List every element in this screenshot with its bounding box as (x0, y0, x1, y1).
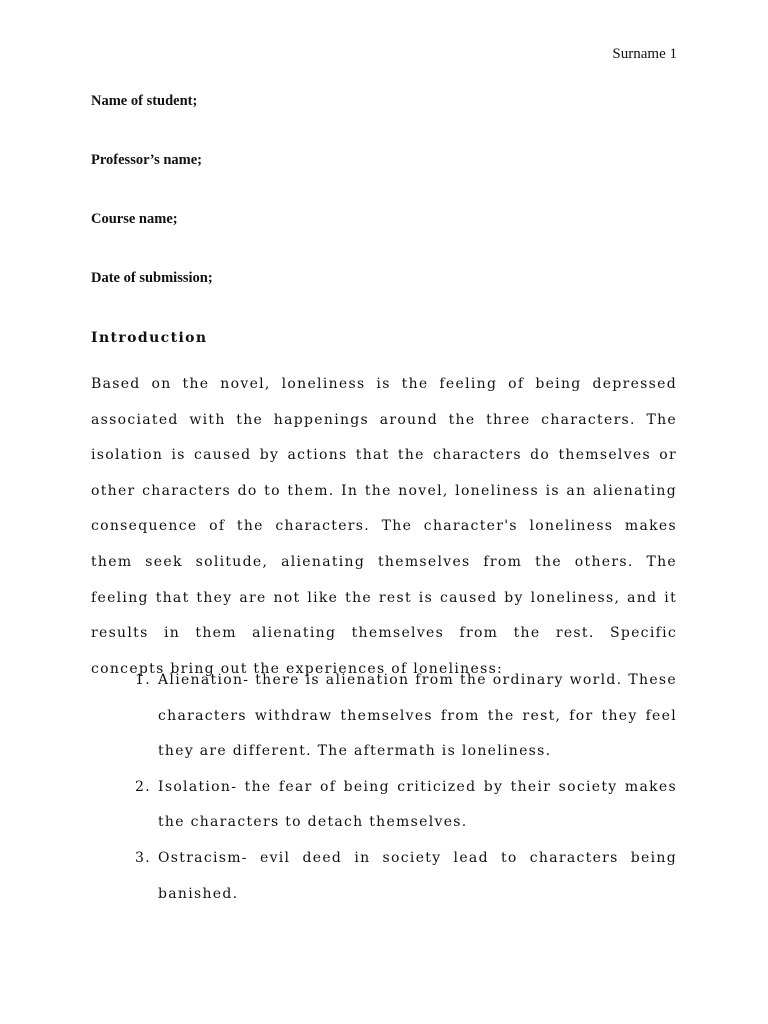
page-header-surname: Surname 1 (612, 46, 677, 62)
section-heading: Introduction (91, 330, 208, 346)
professor-name-line: Professor’s name; (91, 152, 202, 168)
student-name-line: Name of student; (91, 93, 198, 109)
intro-paragraph: Based on the novel, loneliness is the feeling of being depressed associated with the happenings around the three characters. The isolation is caused by actions that the characters do themselves or other characters do to them. In the novel, loneliness is an alienating consequence of the characters. The character's loneliness makes them seek solitude, alienating themselves from the others. The feeling that they are not like the rest is caused by loneliness, and it results in them alienating themselves from the rest. Specific concepts bring out the experiences of loneliness: (91, 376, 677, 677)
list-item-text: Alienation- there is alienation from the ordinary world. These characters withdraw themselves from the rest, for they feel they are different. The aftermath is loneliness. (158, 672, 677, 760)
course-name-line: Course name; (91, 211, 178, 227)
concepts-list (91, 663, 677, 912)
list-item (91, 770, 677, 841)
list-item (91, 841, 677, 912)
list-item-text: Ostracism- evil deed in society lead to characters being banished. (158, 849, 677, 902)
list-item-number: 1. (135, 672, 151, 688)
list-item (91, 663, 677, 770)
list-item-number: 2. (135, 778, 151, 795)
list-item-text: Isolation- the fear of being criticized by their society makes the characters to detach themselves. (158, 778, 677, 831)
submission-date-line: Date of submission; (91, 270, 213, 286)
list-item-number: 3. (135, 849, 151, 866)
